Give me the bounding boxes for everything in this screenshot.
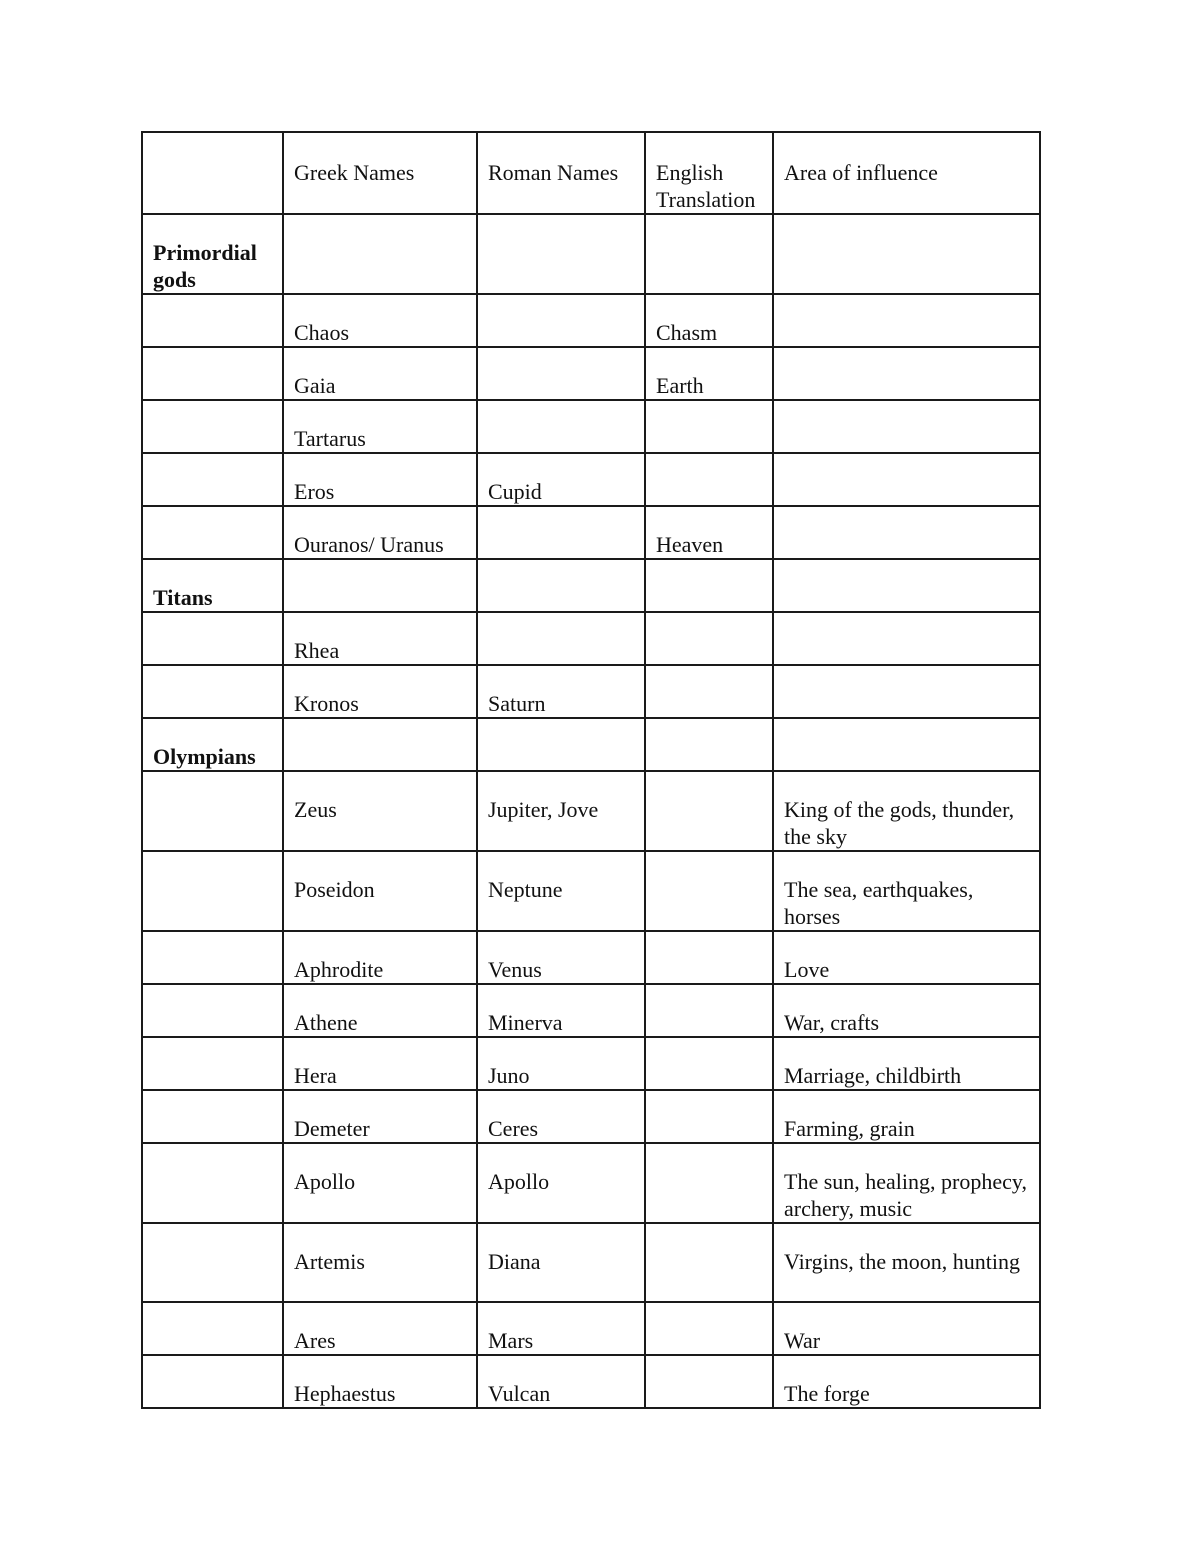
row-label-cell	[142, 453, 283, 506]
roman-name-cell	[477, 771, 645, 851]
cell-text: Farming, grain	[784, 1116, 915, 1141]
cell-text: Cupid	[488, 479, 542, 504]
cell-text: War	[784, 1328, 821, 1353]
cell-text: Zeus	[294, 797, 337, 822]
english-translation-cell	[645, 453, 773, 506]
area-of-influence-cell	[773, 214, 1040, 294]
english-translation-cell	[645, 400, 773, 453]
cell-text: Gaia	[294, 373, 336, 398]
roman-name-cell	[477, 453, 645, 506]
roman-name-cell	[477, 214, 645, 294]
row-label-cell	[142, 851, 283, 931]
column-header-label: Area of influence	[784, 160, 938, 185]
row-label-cell	[142, 294, 283, 347]
roman-name-cell	[477, 1090, 645, 1143]
greek-name-cell	[283, 1302, 477, 1355]
english-translation-cell	[645, 1143, 773, 1223]
area-of-influence-cell	[773, 1143, 1040, 1223]
table-row	[142, 294, 1040, 347]
cell-text: Heaven	[656, 532, 724, 557]
column-header	[142, 132, 283, 214]
greek-name-cell	[283, 347, 477, 400]
cell-text: Hephaestus	[294, 1381, 396, 1406]
table-row	[142, 347, 1040, 400]
cell-text: Chaos	[294, 320, 349, 345]
greek-name-cell	[283, 559, 477, 612]
cell-text: Apollo	[294, 1169, 356, 1194]
table-row	[142, 1037, 1040, 1090]
cell-text: Love	[784, 957, 830, 982]
section-label: Titans	[153, 585, 213, 610]
greek-name-cell	[283, 665, 477, 718]
table-row	[142, 1143, 1040, 1223]
area-of-influence-cell	[773, 1037, 1040, 1090]
column-header	[283, 132, 477, 214]
greek-name-cell	[283, 612, 477, 665]
area-of-influence-cell	[773, 559, 1040, 612]
english-translation-cell	[645, 347, 773, 400]
row-label-cell	[142, 771, 283, 851]
roman-name-cell	[477, 984, 645, 1037]
table-row	[142, 931, 1040, 984]
area-of-influence-cell	[773, 506, 1040, 559]
english-translation-cell	[645, 1090, 773, 1143]
english-translation-cell	[645, 214, 773, 294]
cell-text: Artemis	[294, 1249, 365, 1274]
greek-name-cell	[283, 1355, 477, 1408]
section-label: Primordial gods	[153, 240, 257, 292]
english-translation-cell	[645, 771, 773, 851]
english-translation-cell	[645, 931, 773, 984]
cell-text: Chasm	[656, 320, 718, 345]
section-row	[142, 559, 1040, 612]
english-translation-cell	[645, 1223, 773, 1302]
greek-name-cell	[283, 294, 477, 347]
area-of-influence-cell	[773, 665, 1040, 718]
section-label-cell	[142, 718, 283, 771]
area-of-influence-cell	[773, 1223, 1040, 1302]
english-translation-cell	[645, 984, 773, 1037]
greek-name-cell	[283, 1090, 477, 1143]
area-of-influence-cell	[773, 1355, 1040, 1408]
roman-name-cell	[477, 347, 645, 400]
area-of-influence-cell	[773, 400, 1040, 453]
cell-text: Kronos	[294, 691, 359, 716]
row-label-cell	[142, 1355, 283, 1408]
area-of-influence-cell	[773, 453, 1040, 506]
roman-name-cell	[477, 294, 645, 347]
english-translation-cell	[645, 294, 773, 347]
section-label-cell	[142, 214, 283, 294]
table-row	[142, 453, 1040, 506]
table-body	[142, 132, 1040, 1408]
table-row	[142, 984, 1040, 1037]
row-label-cell	[142, 612, 283, 665]
english-translation-cell	[645, 718, 773, 771]
greek-name-cell	[283, 1037, 477, 1090]
roman-name-cell	[477, 612, 645, 665]
roman-name-cell	[477, 665, 645, 718]
english-translation-cell	[645, 612, 773, 665]
roman-name-cell	[477, 718, 645, 771]
row-label-cell	[142, 400, 283, 453]
cell-text: Athene	[294, 1010, 358, 1035]
greek-name-cell	[283, 718, 477, 771]
area-of-influence-cell	[773, 771, 1040, 851]
area-of-influence-cell	[773, 1090, 1040, 1143]
cell-text: Demeter	[294, 1116, 370, 1141]
english-translation-cell	[645, 1302, 773, 1355]
english-translation-cell	[645, 1037, 773, 1090]
cell-text: Ares	[294, 1328, 336, 1353]
greek-name-cell	[283, 851, 477, 931]
cell-text: King of the gods, thunder, the sky	[784, 797, 1015, 849]
cell-text: Apollo	[488, 1169, 550, 1194]
roman-name-cell	[477, 931, 645, 984]
roman-name-cell	[477, 506, 645, 559]
cell-text: The forge	[784, 1381, 870, 1406]
table-row	[142, 400, 1040, 453]
greek-name-cell	[283, 453, 477, 506]
cell-text: Ouranos/ Uranus	[294, 532, 444, 557]
section-row	[142, 718, 1040, 771]
cell-text: Neptune	[488, 877, 563, 902]
area-of-influence-cell	[773, 347, 1040, 400]
cell-text: The sea, earthquakes, horses	[784, 877, 974, 929]
cell-text: Hera	[294, 1063, 337, 1088]
cell-text: Earth	[656, 373, 704, 398]
row-label-cell	[142, 1143, 283, 1223]
row-label-cell	[142, 1090, 283, 1143]
english-translation-cell	[645, 559, 773, 612]
section-row	[142, 214, 1040, 294]
section-label: Olympians	[153, 744, 256, 769]
cell-text: Diana	[488, 1249, 541, 1274]
column-header	[477, 132, 645, 214]
row-label-cell	[142, 506, 283, 559]
greek-name-cell	[283, 771, 477, 851]
row-label-cell	[142, 1223, 283, 1302]
cell-text: Poseidon	[294, 877, 375, 902]
area-of-influence-cell	[773, 612, 1040, 665]
row-label-cell	[142, 1302, 283, 1355]
table-row	[142, 1302, 1040, 1355]
column-header-label: Roman Names	[488, 160, 619, 185]
cell-text: Jupiter, Jove	[488, 797, 599, 822]
table-row	[142, 1090, 1040, 1143]
column-header-label: Greek Names	[294, 160, 415, 185]
cell-text: Aphrodite	[294, 957, 384, 982]
roman-name-cell	[477, 1143, 645, 1223]
row-label-cell	[142, 665, 283, 718]
gods-names-table	[141, 131, 1041, 1409]
greek-name-cell	[283, 1223, 477, 1302]
area-of-influence-cell	[773, 851, 1040, 931]
greek-name-cell	[283, 931, 477, 984]
roman-name-cell	[477, 1037, 645, 1090]
cell-text: Juno	[488, 1063, 530, 1088]
area-of-influence-cell	[773, 718, 1040, 771]
cell-text: Mars	[488, 1328, 534, 1353]
table-row	[142, 851, 1040, 931]
area-of-influence-cell	[773, 294, 1040, 347]
greek-name-cell	[283, 1143, 477, 1223]
table-row	[142, 612, 1040, 665]
cell-text: Rhea	[294, 638, 340, 663]
roman-name-cell	[477, 1302, 645, 1355]
cell-text: War, crafts	[784, 1010, 880, 1035]
english-translation-cell	[645, 506, 773, 559]
area-of-influence-cell	[773, 984, 1040, 1037]
header-row	[142, 132, 1040, 214]
roman-name-cell	[477, 851, 645, 931]
cell-text: Eros	[294, 479, 335, 504]
greek-name-cell	[283, 984, 477, 1037]
table-row	[142, 665, 1040, 718]
cell-text: Saturn	[488, 691, 546, 716]
cell-text: Marriage, childbirth	[784, 1063, 962, 1088]
column-header	[773, 132, 1040, 214]
cell-text: Venus	[488, 957, 542, 982]
roman-name-cell	[477, 400, 645, 453]
greek-name-cell	[283, 214, 477, 294]
section-label-cell	[142, 559, 283, 612]
row-label-cell	[142, 931, 283, 984]
table-row	[142, 1355, 1040, 1408]
row-label-cell	[142, 1037, 283, 1090]
roman-name-cell	[477, 1355, 645, 1408]
english-translation-cell	[645, 851, 773, 931]
row-label-cell	[142, 347, 283, 400]
greek-name-cell	[283, 506, 477, 559]
greek-name-cell	[283, 400, 477, 453]
area-of-influence-cell	[773, 1302, 1040, 1355]
roman-name-cell	[477, 559, 645, 612]
table-row	[142, 771, 1040, 851]
cell-text: Vulcan	[488, 1381, 551, 1406]
column-header	[645, 132, 773, 214]
table-row	[142, 506, 1040, 559]
roman-name-cell	[477, 1223, 645, 1302]
english-translation-cell	[645, 1355, 773, 1408]
cell-text: The sun, healing, prophecy, archery, music	[784, 1169, 1027, 1221]
column-header-label: English Translation	[656, 160, 756, 212]
table-row	[142, 1223, 1040, 1302]
cell-text: Virgins, the moon, hunting	[784, 1249, 1020, 1274]
english-translation-cell	[645, 665, 773, 718]
cell-text: Ceres	[488, 1116, 539, 1141]
area-of-influence-cell	[773, 931, 1040, 984]
row-label-cell	[142, 984, 283, 1037]
cell-text: Tartarus	[294, 426, 366, 451]
cell-text: Minerva	[488, 1010, 563, 1035]
